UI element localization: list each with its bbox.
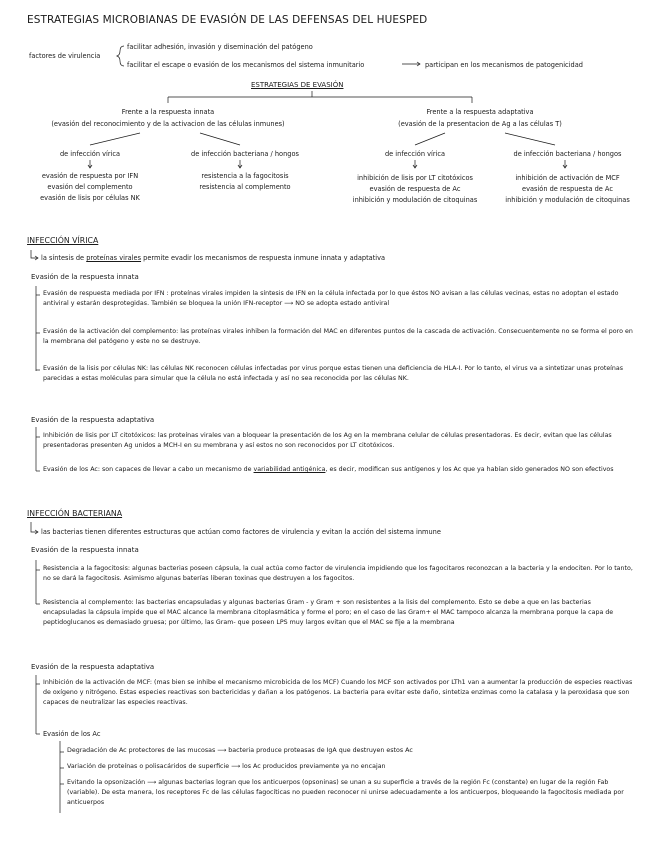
bact-innata-item: Resistencia al complemento: las bacterias encapsuladas y algunas bacterias Gram - y Gram + son resistentes a la lisis del complemento. Esto se debe a que en las bacterias encapsuladas la cápsula impide que el MAC alcance la membrana citoplasmática y forme el poro; en el caso de las Gram+ el MAC tampoco alcanza la membrana porque la capa de peptidoglucanos es demasiado gruesa; por último, las Gram- que poseen LPS muy largos evitan que el MAC se fije a la membrana bbox=[43, 599, 614, 627]
innata-viral-line: evasión del complemento bbox=[47, 183, 133, 191]
viral-innata-item: Evasión de respuesta mediada por IFN : proteínas virales impiden la síntesis de IFN en la célula infectada por lo que éstos NO avisan a las células vecinas, estas no adoptan el estado antiviral y estarán desprotegidas. También se bloquea la unión IFN-receptor ⟶ NO se adopta estado antiviral bbox=[43, 290, 619, 308]
factor-item-2-result: participan en los mecanismos de patogenicidad bbox=[425, 61, 583, 69]
bact-innata-head: Evasión de la respuesta innata bbox=[31, 546, 139, 554]
bact-ac-item: Degradación de Ac protectores de las mucosas ⟶ bacteria produce proteasas de IgA que destruyen estos Ac bbox=[67, 747, 413, 754]
bact-heading: INFECCIÓN BACTERIANA bbox=[27, 509, 123, 518]
bact-ac-head: Evasión de los Ac bbox=[43, 730, 101, 738]
viral-adapt-item-2: Evasión de los Ac: son capaces de llevar a cabo un mecanismo de variabilidad antigénica, es decir, modifican sus antígenos y los Ac que ya habían sido generados NO son efectivos bbox=[43, 466, 614, 473]
viral-innata-item: Evasión de la activación del complemento: las proteínas virales inhiben la formación del MAC en diferentes puntos de la cascada de activación. Consecuentemente no se forma el poro en la membrana del patógeno y este no se destruye. bbox=[43, 328, 633, 346]
bact-intro-hook bbox=[31, 522, 38, 532]
estrategias-heading: ESTRATEGIAS DE EVASIÓN bbox=[251, 81, 344, 89]
adapt-subtitle: (evasión de la presentacion de Ag a las células T) bbox=[398, 120, 562, 128]
intro-arrow-head bbox=[417, 62, 420, 66]
bact-ac-item: Variación de proteínas o polisacáridos de superficie ⟶ los Ac producidos previamente ya no encajan bbox=[67, 763, 386, 770]
bact-intro: las bacterias tienen diferentes estructuras que actúan como factores de virulencia y evitan la acción del sistema inmune bbox=[41, 528, 441, 536]
viral-heading: INFECCIÓN VÍRICA bbox=[27, 236, 99, 245]
innata-bact-arrow-head bbox=[238, 165, 242, 168]
viral-adapt-item: Inhibición de lisis por LT citotóxicos: las proteínas virales van a bloquear la presentación de los Ag en la membrana celular de células presentadoras. Es decir, evitan que las células presentadoras presenten Ag unidos a MCH-I en su membrana y así estos no son reconocidos por LT citotóxicos. bbox=[43, 432, 612, 450]
innata-bact-head: de infección bacteriana / hongos bbox=[191, 150, 299, 158]
adapt-branch-right bbox=[505, 133, 555, 145]
viral-intro-hook-head bbox=[35, 256, 38, 260]
adapt-bact-line: inhibición de activación de MCF bbox=[515, 174, 620, 182]
innata-viral-line: evasión de respuesta por IFN bbox=[41, 172, 139, 180]
viral-adapt-head: Evasión de la respuesta adaptativa bbox=[31, 416, 155, 424]
adapt-bact-line: inhibición y modulación de citoquinas bbox=[505, 196, 630, 204]
adapt-viral-line: inhibición de lisis por LT citotóxicos bbox=[357, 174, 473, 182]
innata-subtitle: (evasión del reconocimiento y de la activacion de las células inmunes) bbox=[51, 120, 285, 128]
bact-adapt-item: Inhibición de la activación de MCF: (mas bien se inhibe el mecanismo microbicida de los MCF) Cuando los MCF son activados por LTh1 van a aumentar la producción de especies reactivas de oxígeno y nitrógeno. Estas especies reactivas son bactericidas y dañan a los patógenos. La bacteria para evitar este daño, sintetiza enzimas como la catalasa y la peroxidasa que son capaces de neutralizar las especies reactivas. bbox=[43, 679, 633, 707]
innata-bact-line: resistencia al complemento bbox=[199, 183, 291, 191]
innata-title: Frente a la respuesta innata bbox=[121, 108, 215, 116]
innata-bact-line: resistencia a la fagocitosis bbox=[201, 172, 289, 180]
adapt-bact-line: evasión de respuesta de Ac bbox=[522, 185, 613, 193]
adapt-viral-head: de infección vírica bbox=[384, 150, 446, 158]
innata-viral-arrow-head bbox=[88, 165, 92, 168]
bact-adapt-head: Evasión de la respuesta adaptativa bbox=[31, 663, 155, 671]
viral-innata-head: Evasión de la respuesta innata bbox=[31, 273, 139, 281]
viral-innata-item: Evasión de la lisis por células NK: las células NK reconocen células infectadas por virus porque estas tienen una deficiencia de HLA-I. Por lo tanto, el virus va a sintetizar unas proteínas parecidas a estas moléculas para simular que la célula no está infectada y así no sea reconocida por las células NK. bbox=[43, 365, 624, 383]
factores-label: factores de virulencia bbox=[29, 52, 101, 60]
adapt-viral-arrow-head bbox=[413, 165, 417, 168]
adapt-viral-line: evasión de respuesta de Ac bbox=[369, 185, 461, 193]
viral-intro-hook bbox=[31, 250, 38, 258]
adapt-branch-left bbox=[415, 133, 445, 145]
viral-intro: la síntesis de proteínas virales permite evadir los mecanismos de respuesta inmune innata y adaptativa bbox=[41, 254, 386, 262]
innata-viral-head: de infección vírica bbox=[59, 150, 121, 158]
adapt-bact-arrow-head bbox=[563, 165, 567, 168]
adapt-title: Frente a la respuesta adaptativa bbox=[426, 108, 534, 116]
innata-branch-right bbox=[200, 133, 240, 145]
adapt-viral-line: inhibición y modulación de citoquinas bbox=[352, 196, 478, 204]
bact-innata-item: Resistencia a la fagocitosis: algunas bacterias poseen cápsula, la cual actúa como factor de virulencia impidiendo que los fagocitaros reconozcan a la bacteria y la endociten. Por lo tanto, no se dará la fagocitosis. Asimismo algunas baterías liberan toxinas que destruyen a los fagocitos. bbox=[43, 565, 633, 583]
factor-item-2: facilitar el escape o evasión de los mecanismos del sistema inmunitario bbox=[127, 61, 365, 69]
bact-intro-hook-head bbox=[35, 530, 38, 534]
bact-ac-item: Evitando la opsonización ⟶ algunas bacterias logran que los anticuerpos (opsoninas) se unan a su superficie a través de la región Fc (constante) en lugar de la región Fab (variable). De esta manera, los receptores Fc de las células fagocíticas no pueden reconocer ni unirse adecuadamente a los anticuerpos, bloqueando la fagocitosis mediada por anticuerpos bbox=[67, 779, 624, 807]
innata-branch-left bbox=[90, 133, 140, 145]
innata-viral-line: evasión de lisis por células NK bbox=[40, 194, 140, 202]
page-title: ESTRATEGIAS MICROBIANAS DE EVASIÓN DE LAS DEFENSAS DEL HUESPED bbox=[27, 14, 428, 26]
adapt-bact-head: de infección bacteriana / hongos bbox=[513, 150, 622, 158]
factor-item-1: facilitar adhesión, invasión y diseminación del patógeno bbox=[127, 43, 313, 51]
intro-brace bbox=[117, 46, 124, 66]
